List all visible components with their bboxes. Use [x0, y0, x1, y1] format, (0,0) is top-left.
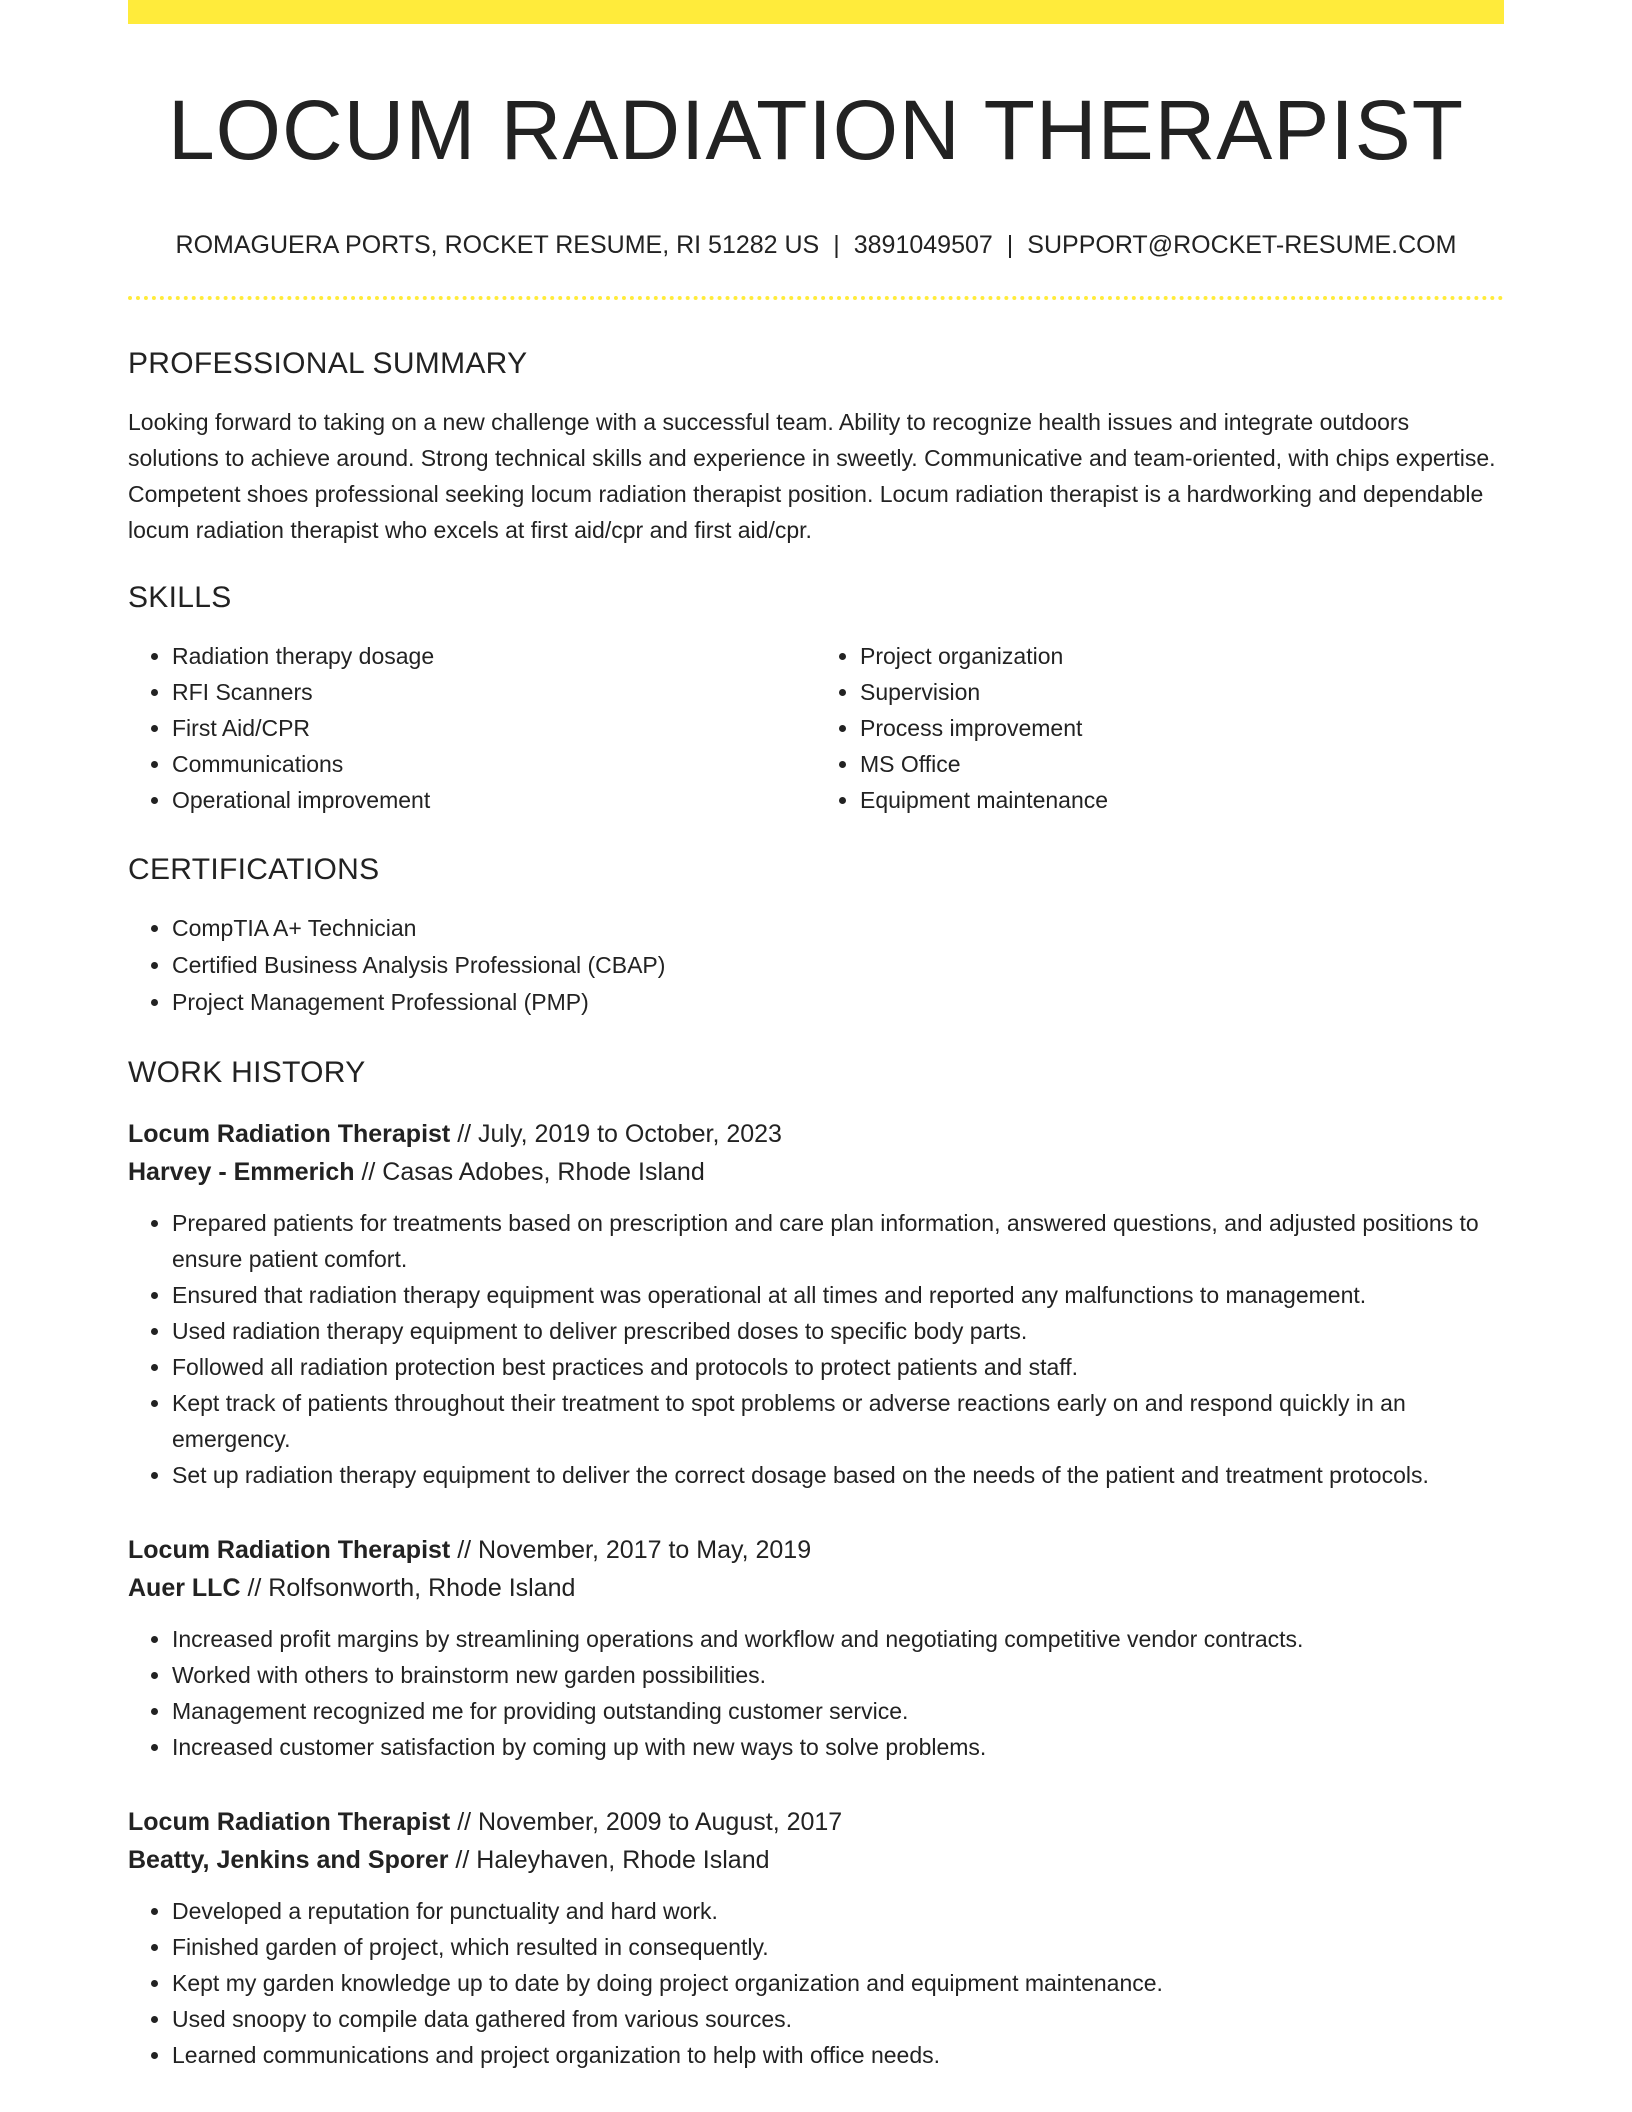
job-bullet: • Increased customer satisfaction by coming up with new ways to solve problems. [172, 1729, 1504, 1765]
job-bullet: • Increased profit margins by streamlining operations and workflow and negotiating competitive vendor contracts. [172, 1621, 1504, 1657]
certifications-heading: CERTIFICATIONS [128, 853, 380, 886]
top-accent-bar [128, 0, 1504, 24]
job-company-line [128, 1569, 1504, 1607]
skill-item: • MS Office [860, 746, 1504, 782]
resume-name: LOCUM RADIATION THERAPIST [167, 83, 1465, 177]
job-role-line [128, 1115, 1504, 1153]
skill-item: • Operational improvement [172, 782, 816, 818]
certifications-list [128, 910, 1504, 1021]
skill-item: • First Aid/CPR [172, 710, 816, 746]
skills-columns [128, 638, 1504, 818]
job-bullet: • Prepared patients for treatments based on prescription and care plan information, answered questions, and adjusted positions to ensure patient comfort. [172, 1205, 1504, 1277]
job-bullet: • Used snoopy to compile data gathered from various sources. [172, 2001, 1504, 2037]
skill-item: • RFI Scanners [172, 674, 816, 710]
job-role: Locum Radiation Therapist [128, 1120, 451, 1148]
job-location: // Rolfsonworth, Rhode Island [240, 1574, 576, 1602]
job-location: // Casas Adobes, Rhode Island [354, 1158, 705, 1186]
job-entry [128, 1115, 1504, 1493]
dotted-divider [128, 296, 1504, 300]
skills-list-right [816, 638, 1504, 818]
contact-address: ROMAGUERA PORTS, ROCKET RESUME, RI 51282 US [175, 231, 820, 259]
skills-heading: SKILLS [128, 581, 232, 614]
job-bullet: • Finished garden of project, which resulted in consequently. [172, 1929, 1504, 1965]
skill-item: • Radiation therapy dosage [172, 638, 816, 674]
resume-page [128, 0, 1504, 2073]
summary-text: Looking forward to taking on a new challenge with a successful team. Ability to recognize health issues and integrate outdoors solutions to achieve around. Strong technical skills and experience in sweetly. Communicative and team-oriented, with chips expertise. Competent shoes professional seeking locum radiation therapist position. Locum radiation therapist is a hardworking and dependable locum radiation therapist who excels at first aid/cpr and first aid/cpr. [128, 409, 1496, 543]
contact-phone: 3891049507 [853, 231, 993, 259]
contact-email: SUPPORT@ROCKET-RESUME.COM [1027, 231, 1457, 259]
job-dates: // November, 2017 to May, 2019 [450, 1536, 812, 1564]
job-bullet: • Kept my garden knowledge up to date by doing project organization and equipment maintenance. [172, 1965, 1504, 2001]
job-bullets [128, 1205, 1504, 1493]
job-location: // Haleyhaven, Rhode Island [448, 1846, 770, 1874]
job-bullet: • Developed a reputation for punctuality and hard work. [172, 1893, 1504, 1929]
contact-line [128, 228, 1504, 262]
job-bullet: • Used radiation therapy equipment to deliver prescribed doses to specific body parts. [172, 1313, 1504, 1349]
contact-separator: | [833, 231, 840, 259]
job-bullets [128, 1621, 1504, 1765]
job-bullet: • Kept track of patients throughout their treatment to spot problems or adverse reactions early on and respond quickly in an emergency. [172, 1385, 1504, 1457]
job-company-line [128, 1841, 1504, 1879]
job-bullet: • Worked with others to brainstorm new garden possibilities. [172, 1657, 1504, 1693]
skill-item: • Equipment maintenance [860, 782, 1504, 818]
job-bullets [128, 1893, 1504, 2073]
job-bullet: • Ensured that radiation therapy equipment was operational at all times and reported any malfunctions to management. [172, 1277, 1504, 1313]
summary-heading: PROFESSIONAL SUMMARY [128, 347, 528, 380]
job-role: Locum Radiation Therapist [128, 1808, 451, 1836]
skill-item: • Communications [172, 746, 816, 782]
job-bullet: • Learned communications and project organization to help with office needs. [172, 2037, 1504, 2073]
contact-separator: | [1006, 231, 1014, 259]
skills-list-left [128, 638, 816, 818]
job-bullet: • Management recognized me for providing outstanding customer service. [172, 1693, 1504, 1729]
certification-item: • CompTIA A+ Technician [172, 910, 1504, 947]
skill-item: • Supervision [860, 674, 1504, 710]
work-history-heading: WORK HISTORY [128, 1056, 366, 1089]
job-dates: // July, 2019 to October, 2023 [450, 1120, 782, 1148]
job-bullet: • Set up radiation therapy equipment to deliver the correct dosage based on the needs of the patient and treatment protocols. [172, 1457, 1504, 1493]
job-role: Locum Radiation Therapist [128, 1536, 451, 1564]
job-company-line [128, 1153, 1504, 1191]
certification-item: • Project Management Professional (PMP) [172, 984, 1504, 1021]
skill-item: • Process improvement [860, 710, 1504, 746]
job-company: Auer LLC [128, 1574, 241, 1602]
job-dates: // November, 2009 to August, 2017 [450, 1808, 843, 1836]
job-role-line [128, 1531, 1504, 1569]
job-role-line [128, 1803, 1504, 1841]
job-company: Harvey - Emmerich [128, 1158, 355, 1186]
job-entry [128, 1531, 1504, 1765]
job-bullet: • Followed all radiation protection best practices and protocols to protect patients and staff. [172, 1349, 1504, 1385]
job-entry [128, 1803, 1504, 2073]
certification-item: • Certified Business Analysis Professional (CBAP) [172, 947, 1504, 984]
job-company: Beatty, Jenkins and Sporer [128, 1846, 449, 1874]
skill-item: • Project organization [860, 638, 1504, 674]
